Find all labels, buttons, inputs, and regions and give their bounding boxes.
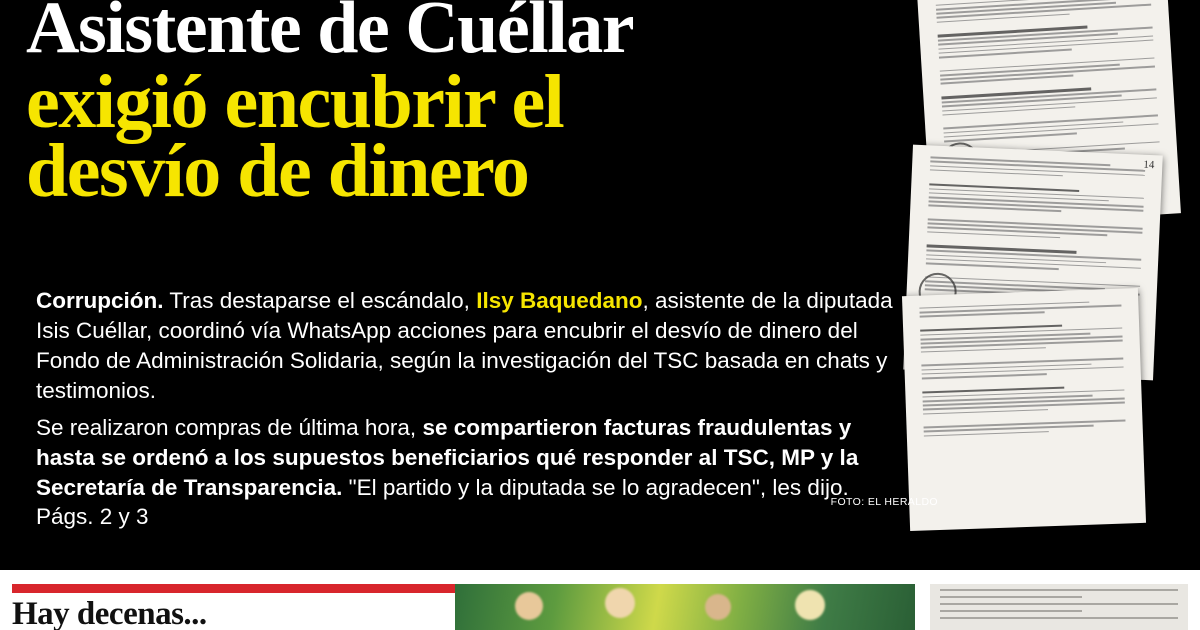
- deck-paragraph-1: [36, 286, 896, 406]
- deck-text-2a: Se realizaron compras de última hora,: [36, 414, 423, 440]
- headline-line-3: desvío de dinero: [26, 128, 529, 213]
- photo-credit: FOTO: EL HERALDO: [830, 496, 938, 508]
- deck-text-2b: "El partido y la diputada se lo agradecen", les dijo. Págs. 2 y 3: [36, 474, 849, 530]
- headline-line-1: Asistente de Cuéllar: [26, 0, 634, 69]
- placeholder-line: [940, 603, 1178, 605]
- bottom-teaser-strip: [0, 570, 1200, 630]
- deck-kicker: Corrupción.: [36, 288, 164, 313]
- photo-figure: [705, 594, 731, 620]
- placeholder-line: [940, 596, 1082, 598]
- deck-text-1a: Tras destaparse el escándalo,: [163, 288, 477, 313]
- placeholder-line: [940, 589, 1178, 591]
- placeholder-line: [940, 610, 1082, 612]
- scanned-document-3: [902, 288, 1146, 531]
- deck-paragraph-2: [36, 413, 896, 533]
- deck-text-1b: , asistente de la diputada Isis Cuéllar, coordinó vía WhatsApp acciones para encubrir el desvío de dinero del Fondo de Administración Solidaria, según la investigación del TSC basada en chats y testimonios.: [36, 288, 893, 403]
- document-text-lines: [919, 300, 1129, 518]
- photo-figure: [795, 590, 825, 620]
- article-deck: [36, 286, 896, 532]
- bottom-teaser-headline: Hay decenas...: [12, 596, 207, 630]
- placeholder-line: [940, 617, 1178, 619]
- headline-block: [26, 0, 926, 213]
- photo-figure: [515, 592, 543, 620]
- document-page-number: 14: [1143, 158, 1155, 172]
- photo-figure: [605, 588, 635, 618]
- deck-person-name: Ilsy Baquedano: [476, 288, 643, 313]
- bottom-teaser-photo: [455, 584, 915, 630]
- deck-text-2-bold: se compartieron facturas fraudulentas y hasta se ordenó a los supuestos beneficiarios qué responder al TSC, MP y la Secretaría de Transparencia.: [36, 414, 859, 500]
- page-headline: [26, 0, 926, 213]
- headline-line-2: exigió encubrir el: [26, 60, 564, 145]
- bottom-right-article-block: [930, 584, 1188, 630]
